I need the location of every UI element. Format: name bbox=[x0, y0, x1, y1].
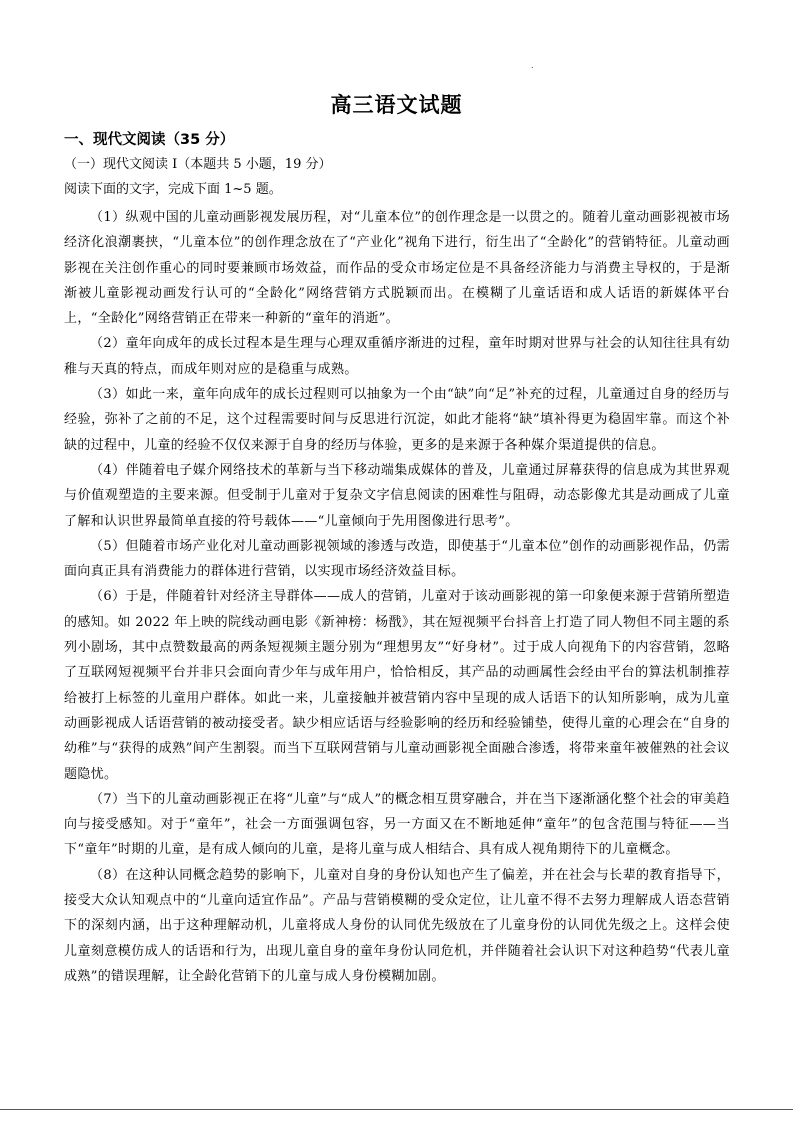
paragraph-5: （5）但随着市场产业化对儿童动画影视领域的渗透与改造，即使基于“儿童本位”创作的动画影视作品，仍需面向真正具有消费能力的群体进行营销，以实现市场经济效益目标。 bbox=[64, 538, 730, 580]
header-dot: . bbox=[531, 61, 534, 70]
paragraph-7: （7）当下的儿童动画影视正在将“儿童”与“成人”的概念相互贯穿融合，并在当下逐渐涵化整个社会的审美趋向与接受感知。对于“童年”，社会一方面强调包容，另一方面又在不断地延伸“童年”的包含范围与特征——当下“童年”时期的儿童，是有成人倾向的儿童，是将儿童与成人相结合、具有成人视角期待下的儿童概念。 bbox=[64, 791, 730, 858]
page-bottom-divider bbox=[0, 1109, 793, 1110]
paragraph-4: （4）伴随着电子媒介网络技术的革新与当下移动端集成媒体的普及，儿童通过屏幕获得的信息成为其世界观与价值观塑造的主要来源。但受制于儿童对于复杂文字信息阅读的困难性与阻碍，动态影像尤其是动画成了儿童了解和认识世界最简单直接的符号载体——“儿童倾向于先用图像进行思考”。 bbox=[64, 462, 730, 529]
paragraph-8: （8）在这种认同概念趋势的影响下，儿童对自身的身份认知也产生了偏差，并在社会与长辈的教育指导下，接受大众认知观点中的“儿童向适宜作品”。产品与营销模糊的受众定位，让儿童不得不去努力理解成人语态营销下的深刻内涵，出于这种理解动机，儿童将成人身份的认同优先级放在了儿童身份的认同优先级之上。这样会使儿童刻意模仿成人的话语和行为，出现儿童自身的童年身份认同危机，并伴随着社会认识下对这种趋势“代表儿童成熟”的错误理解，让全龄化营销下的儿童与成人身份模糊加剧。 bbox=[64, 867, 730, 984]
paragraph-1: （1）纵观中国的儿童动画影视发展历程，对“儿童本位”的创作理念是一以贯之的。随着儿童动画影视被市场经济化浪潮裹挟，“儿童本位”的创作理念放在了“产业化”视角下进行，衍生出了“全龄化”的营销特征。儿童动画影视在关注创作重心的同时要兼顾市场效益，而作品的受众市场定位是不具备经济能力与消费主导权的，于是渐渐被儿童影视动画发行认可的“全龄化”网络营销方式脱颖而出。在模糊了儿童话语和成人话语的新媒体平台上，“全龄化”网络营销正在带来一种新的“童年的消逝”。 bbox=[64, 210, 730, 327]
paragraph-6: （6）于是，伴随着针对经济主导群体——成人的营销，儿童对于该动画影视的第一印象便来源于营销所塑造的感知。如 2022 年上映的院线动画电影《新神榜：杨戬》，其在短视频平台抖音上打造了同人物但不同主题的系列小剧场，其中点赞数最高的两条短视频主题分别为“理想男友”“好身材”。过于成人向视角下的内容营销，忽略了互联网短视频平台并非只会面向青少年与成年用户，恰恰相反，其产品的动画属性会经由平台的算法机制推荐给被打上标签的儿童用户群体。如此一来，儿童接触并被营销内容中呈现的成人话语下的认知所影响，成为儿童动画影视成人话语营销的被动接受者。缺少相应话语与经验影响的经历和经验铺垫，使得儿童的心理会在“自身的幼稚”与“获得的成熟”间产生割裂。而当下互联网营销与儿童动画影视全面融合渗透，将带来童年被催熟的社会议题隐忧。 bbox=[64, 589, 730, 782]
reading-passage bbox=[64, 205, 730, 989]
sub-heading: （一）现代文阅读 I（本题共 5 小题，19 分） bbox=[64, 157, 332, 172]
page-title: 高三语文试题 bbox=[330, 93, 463, 117]
section-heading: 一、现代文阅读（35 分） bbox=[64, 132, 235, 148]
paragraph-2: （2）童年向成年的成长过程本是生理与心理双重循序渐进的过程，童年时期对世界与社会的认知往往具有幼稚与天真的特点，而成年则对应的是稳重与成熟。 bbox=[64, 336, 730, 377]
reading-instruction: 阅读下面的文字，完成下面 1~5 题。 bbox=[64, 182, 282, 197]
paragraph-3: （3）如此一来，童年向成年的成长过程则可以抽象为一个由“缺”向“足”补充的过程，儿童通过自身的经历与经验，弥补了之前的不足，这个过程需要时间与反思进行沉淀，如此才能将“缺”填补得更为稳固牢靠。而这个补缺的过程中，儿童的经验不仅仅来源于自身的经历与体验，更多的是来源于各种媒介渠道提供的信息。 bbox=[64, 387, 730, 453]
